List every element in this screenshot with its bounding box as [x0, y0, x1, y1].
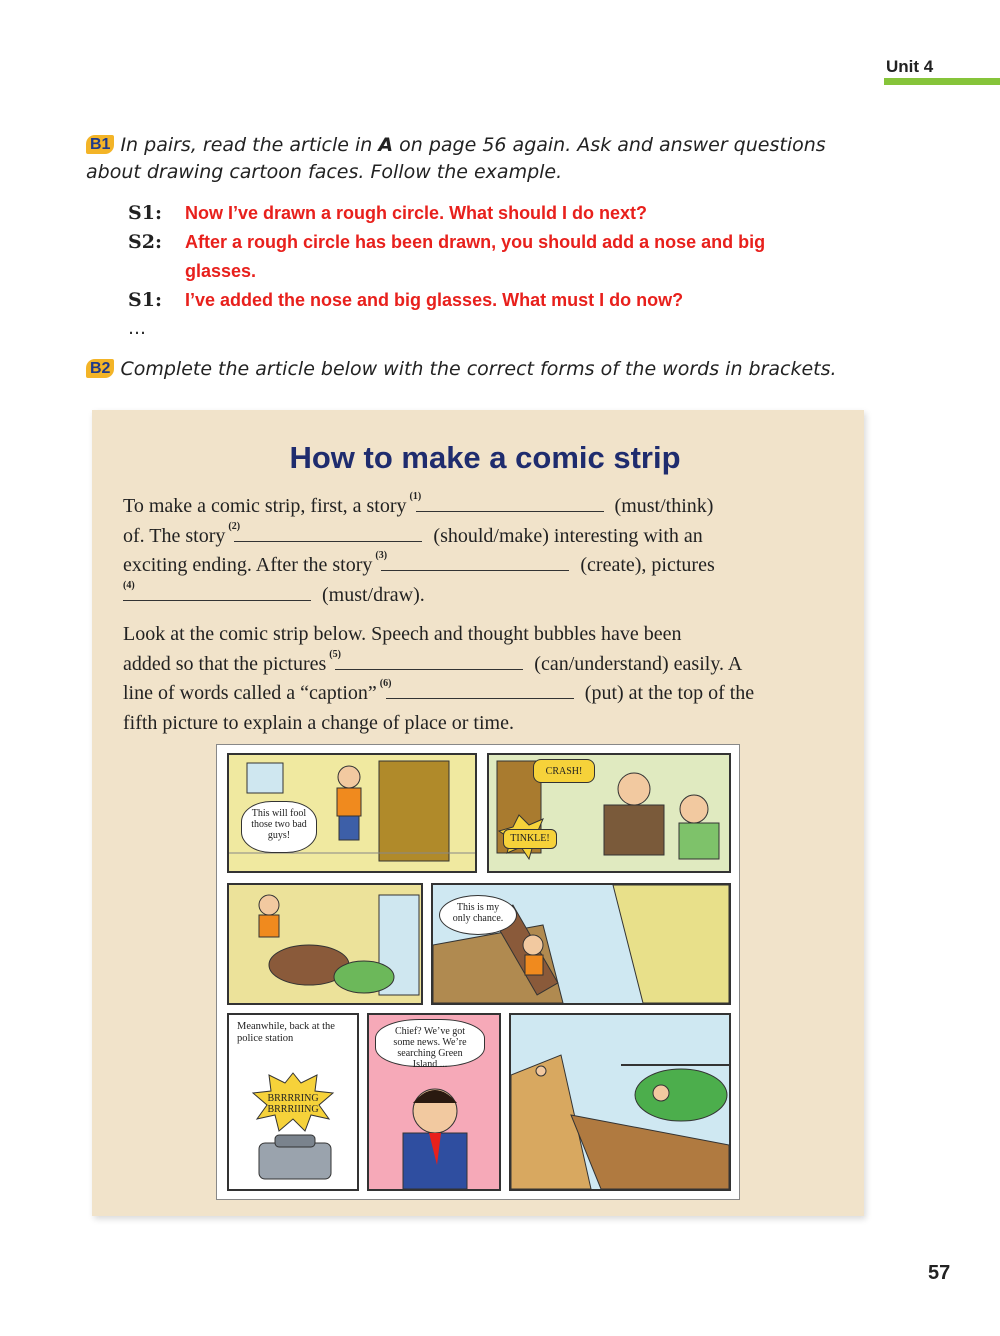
utterance: I’ve added the nose and big glasses. What must I do now? [185, 290, 684, 310]
speaker: S2: [128, 231, 162, 253]
panel-7-art [511, 1015, 729, 1189]
blank-number: (6) [379, 678, 392, 689]
panel-5-caption: Meanwhile, back at the police station [237, 1021, 335, 1044]
blank-5[interactable] [329, 648, 523, 670]
b1-text-after: on page 56 again. Ask and answer questions about drawing cartoon faces. Follow the example. [86, 134, 826, 183]
blank-4[interactable] [123, 579, 311, 601]
speaker: S1: [128, 202, 162, 224]
panel-3-art [229, 885, 421, 1003]
hint: (must/think) [614, 495, 714, 517]
comic-panel-1 [227, 753, 477, 873]
hint: (can/understand) easily. A [534, 652, 743, 675]
b1-text-before: In pairs, read the article in [120, 134, 379, 156]
hint: (put) at the top of the [584, 682, 755, 704]
dialogue-line [128, 228, 828, 286]
blank-number: (5) [329, 648, 341, 660]
text: fifth picture to explain a change of place or time. [123, 711, 514, 734]
comic-panel-3 [227, 883, 423, 1005]
utterance: Now I’ve drawn a rough circle. What should I do next? [185, 203, 648, 223]
article-paragraph-1 [123, 492, 843, 610]
panel-2-art [489, 755, 729, 871]
text: line of words called a “caption” [123, 682, 377, 704]
blank-2[interactable] [228, 520, 422, 542]
comic-strip [216, 744, 740, 1200]
unit-bar [884, 78, 1000, 85]
utterance: After a rough circle has been drawn, you should add a nose and big glasses. [185, 232, 766, 281]
b2-badge: B2 [86, 359, 114, 378]
panel-1-speech-bubble: This will fool those two bad guys! [241, 801, 317, 853]
panel-2-crash-sound: CRASH! [533, 759, 595, 783]
comic-panel-2 [487, 753, 731, 873]
panel-5-ring-1: BRRRRING [267, 1093, 319, 1104]
text: added so that the pictures [123, 652, 327, 675]
panel-2-tinkle-sound: TINKLE! [503, 829, 557, 849]
blank-1[interactable] [409, 491, 604, 512]
hint: (create), pictures [580, 554, 715, 576]
comic-panel-4 [431, 883, 731, 1005]
blank-number: (1) [409, 491, 422, 502]
comic-panel-5 [227, 1013, 359, 1191]
dialogue-ellipsis: … [128, 318, 147, 339]
article-paragraph-2 [123, 620, 843, 738]
b2-instruction [86, 356, 886, 383]
blank-number: (2) [228, 520, 241, 532]
comic-panel-6 [367, 1013, 501, 1191]
unit-label: Unit 4 [886, 57, 934, 76]
text: To make a comic strip, first, a story [123, 495, 407, 517]
panel-6-speech-bubble: Chief? We’ve got some news. We’re searching Green Island ... [375, 1019, 485, 1067]
dialogue-line [128, 286, 828, 315]
panel-4-thought-bubble: This is my only chance. [439, 895, 517, 935]
text: exciting ending. After the story [123, 554, 373, 576]
panel-5-ring-2: BRRRIIING [267, 1104, 319, 1115]
b1-instruction [86, 132, 886, 186]
blank-3[interactable] [375, 550, 569, 571]
page-number: 57 [928, 1262, 951, 1284]
speaker: S1: [128, 289, 162, 311]
blank-6[interactable] [379, 678, 574, 699]
b2-text: Complete the article below with the correct forms of the words in brackets. [120, 358, 837, 380]
b1-text-bold: A [378, 134, 394, 156]
text: of. The story [123, 524, 226, 547]
hint: (must/draw). [322, 583, 425, 606]
hint: (should/make) interesting with an [433, 524, 703, 547]
comic-panel-7 [509, 1013, 731, 1191]
b1-dialogue [128, 199, 828, 315]
blank-number: (4) [123, 579, 135, 591]
text: Look at the comic strip below. Speech and thought bubbles have been [123, 623, 682, 645]
dialogue-line [128, 199, 828, 228]
b1-badge: B1 [86, 135, 114, 154]
article-title: How to make a comic strip [289, 440, 681, 475]
blank-number: (3) [375, 550, 388, 561]
